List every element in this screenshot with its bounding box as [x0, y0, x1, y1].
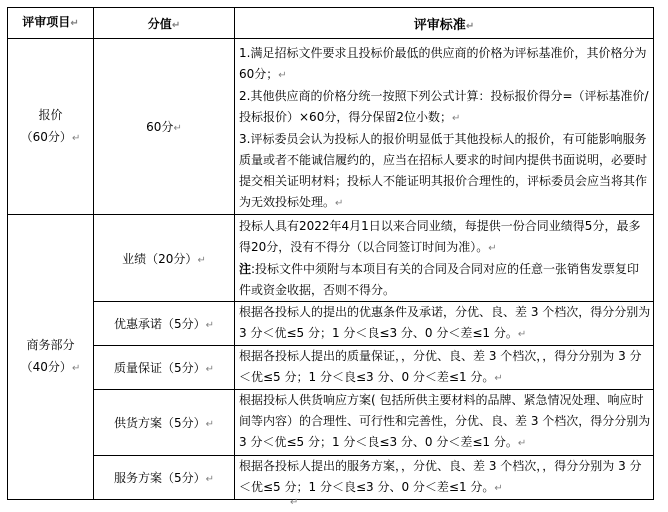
header-cell-criteria [235, 8, 654, 39]
quality-criterion: 根据各投标人提出的质量保证，，分优、良、差 3 个档次，，得分分别为 3 分＜优≤5 分；1 分＜良≤3 分、0 分＜差≤1 分。↵ [239, 349, 642, 384]
quality-score-cell [94, 346, 235, 390]
paragraph-mark: ↵ [205, 474, 215, 485]
performance-criterion: 投标人具有2022年4月1日以来合同业绩，每提供一份合同业绩得5分，最多得20分，没有不得分（以合同签订时间为准）。↵ [239, 219, 641, 254]
paragraph-mark: ↵ [173, 123, 182, 134]
price-criteria-cell [235, 39, 654, 215]
paragraph-mark: ↵ [278, 70, 287, 81]
paragraph-mark: ↵ [465, 20, 475, 32]
performance-score: 业绩（20分） [122, 251, 198, 266]
price-item-cell [8, 39, 94, 215]
business-item-score: （40分） [20, 360, 72, 374]
paragraph-mark: ↵ [494, 483, 503, 494]
service-score: 服务方案（5分） [113, 471, 206, 485]
header-cell-item [8, 8, 94, 39]
paragraph-mark: ↵ [517, 329, 527, 340]
service-criterion: 根据各投标人提出的服务方案，，分优、良、差 3 个档次，，得分分别为 3 分＜优≤5 分；1 分＜良≤3 分、0 分＜差≤1 分。↵ [239, 459, 642, 494]
paragraph-mark: ↵ [451, 113, 461, 124]
price-criterion-2: 2.其他供应商的价格分统一按照下列公式计算：投标报价得分=（评标基准价/投标报价）×60分，得分保留2位小数；↵ [239, 89, 649, 124]
header-item-label: 评审项目 [22, 15, 71, 29]
business-item-label: 商务部分 [26, 338, 75, 352]
paragraph-mark: ↵ [494, 373, 503, 384]
quality-score: 质量保证（5分） [113, 361, 206, 375]
service-criteria-cell [235, 456, 654, 500]
paragraph-mark: ↵ [171, 19, 181, 31]
discount-row [8, 302, 654, 346]
paragraph-mark: ↵ [71, 363, 81, 374]
paragraph-mark: ↵ [197, 254, 206, 266]
quality-criteria-cell [235, 346, 654, 390]
discount-score: 优惠承诺（5分） [113, 317, 206, 331]
performance-note: 注:投标文件中须附与本项目有关的合同及合同对应的任意一张销售发票复印件或资金收据，否则不得分。 [239, 262, 640, 297]
supply-criteria-cell [235, 390, 654, 456]
header-cell-score [94, 8, 235, 39]
service-score-cell [94, 456, 235, 500]
performance-row [8, 215, 654, 302]
paragraph-mark: ↵ [205, 320, 215, 331]
paragraph-mark: ↵ [205, 364, 215, 375]
discount-criterion: 根据各投标人的提出的优惠条件及承诺，分优、良、差 3 个档次，得分分别为 3 分＜优≤5 分；1 分＜良≤3 分、0 分＜差≤1 分。↵ [239, 305, 651, 340]
paragraph-mark: ↵ [517, 438, 527, 449]
discount-score-cell [94, 302, 235, 346]
supply-score: 供货方案（5分） [113, 416, 206, 430]
note-label: 注 [239, 262, 252, 276]
supply-criterion: 根据投标人供货响应方案( 包括所供主要材料的品牌、紧急情况处理、响应时间等内容）的合理性、可行性和完善性，分优、良、差 3 个档次，得分分别为 3 分＜优≤5 分；1 分＜良≤3 分、0 分＜差≤1 分。↵ [239, 393, 651, 449]
paragraph-mark: ↵ [71, 132, 81, 144]
header-score-label: 分值 [147, 16, 172, 31]
paragraph-mark: ↵ [205, 419, 215, 430]
price-criterion-1: 1.满足招标文件要求且投标价最低的供应商的价格为评标基准价，其价格分为60分；↵ [239, 46, 647, 81]
evaluation-table [7, 7, 654, 500]
supply-row [8, 390, 654, 456]
performance-score-cell [94, 215, 235, 302]
price-item-label: 报价 [38, 107, 63, 122]
business-item-cell [8, 215, 94, 500]
quality-row [8, 346, 654, 390]
header-row [8, 8, 654, 39]
price-score: 60分 [146, 120, 174, 134]
discount-criteria-cell [235, 302, 654, 346]
price-score-cell [94, 39, 235, 215]
performance-criteria-cell [235, 215, 654, 302]
supply-score-cell [94, 390, 235, 456]
service-row [8, 456, 654, 500]
price-row [8, 39, 654, 215]
price-criterion-3: 3.评标委员会认为投标人的报价明显低于其他投标人的报价，有可能影响服务质量或者不能诚信履约的，应当在招标人要求的时间内提供书面说明，必要时提交相关证明材料；投标人不能证明其报价合理性的，评标委员会应当将其作为无效投标处理。↵ [239, 132, 648, 209]
paragraph-mark: ↵ [70, 18, 79, 29]
paragraph-mark: ↵ [488, 243, 497, 254]
header-criteria-label: 评审标准 [413, 17, 466, 33]
paragraph-mark: ↵ [335, 198, 344, 209]
price-item-score: （60分） [20, 129, 72, 144]
trailing-paragraph-mark: ↵ [290, 497, 299, 508]
